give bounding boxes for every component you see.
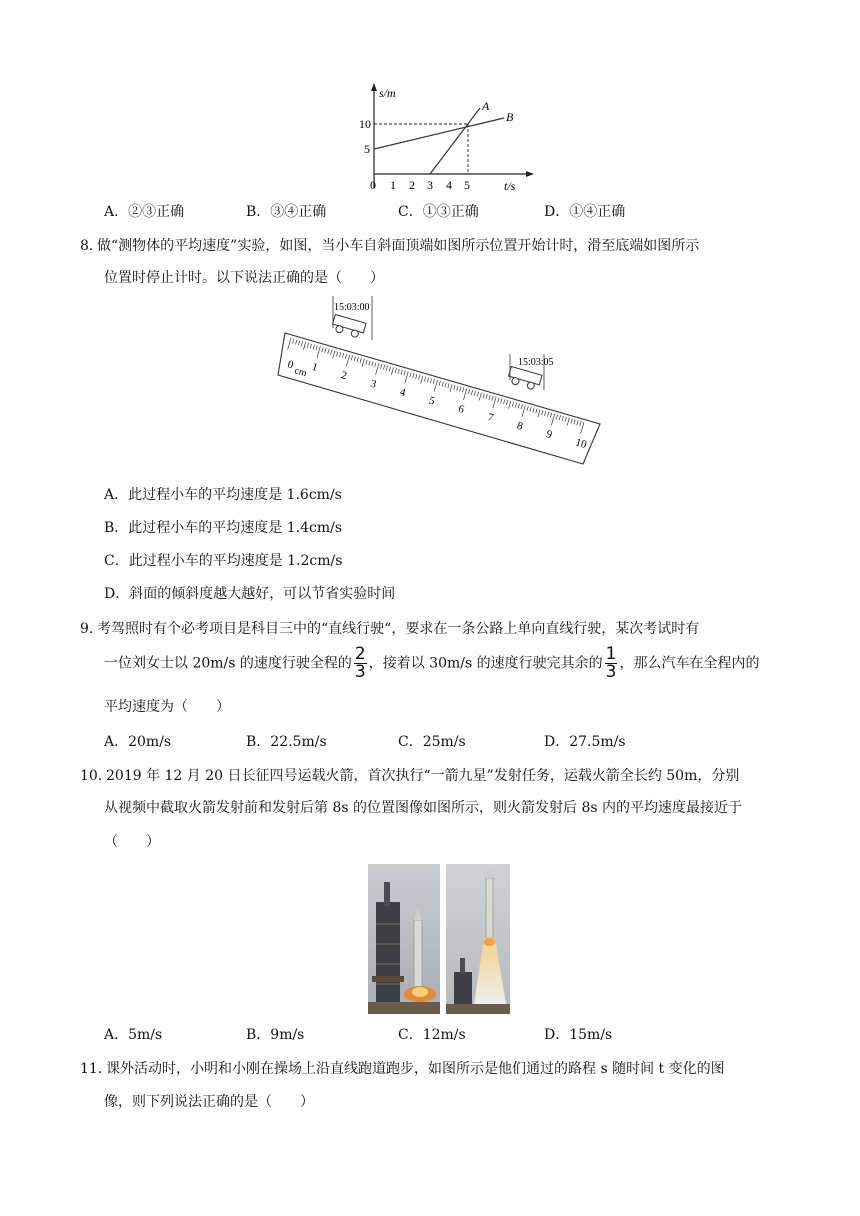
fraction-numerator: 1 bbox=[605, 644, 617, 664]
ruler-unit-label: cm bbox=[293, 365, 308, 380]
st-graph bbox=[350, 80, 540, 195]
q9-stem-line3: 平均速度为（ ） bbox=[104, 699, 230, 715]
q9-line2-part-b: ，接着以 30m/s 的速度行驶完其余的 bbox=[368, 655, 603, 672]
q9-stem-line2 bbox=[104, 646, 759, 681]
q9-option-b: B．22.5m/s bbox=[246, 734, 327, 750]
q8-option-c: C．此过程小车的平均速度是 1.2cm/s bbox=[104, 553, 343, 569]
fraction-numerator: 2 bbox=[354, 644, 366, 664]
q8-number: 8． bbox=[80, 238, 103, 254]
y-axis-arrow bbox=[371, 83, 377, 91]
q8-stem-line1: 做“测物体的平均速度”实验，如图，当小车自斜面顶端如图所示位置开始计时，滑至底端如图所示 bbox=[97, 238, 700, 254]
q10-stem-line2: 从视频中截取火箭发射前和发射后第 8s 的位置图像如图所示，则火箭发射后 8s 内的平均速度最接近于 bbox=[104, 800, 742, 816]
x-axis-arrow bbox=[526, 171, 534, 177]
ruler-figure bbox=[270, 296, 610, 468]
start-time: 15:03:00 bbox=[334, 302, 370, 313]
q11-stem-line2: 像，则下列说法正确的是（ ） bbox=[104, 1094, 314, 1110]
q11-stem-line1: 课外活动时，小明和小刚在操场上沿直线跑道跑步，如图所示是他们通过的路程 s 随时间 t 变化的图 bbox=[106, 1061, 725, 1077]
end-time: 15:03:05 bbox=[518, 357, 554, 368]
ruler-number: 2 bbox=[339, 369, 349, 383]
line-b-label: B bbox=[506, 110, 514, 124]
fraction-two-thirds bbox=[354, 646, 367, 681]
q9-line2-part-c: ，那么汽车在全程内的 bbox=[619, 655, 760, 672]
ruler-body bbox=[278, 333, 600, 464]
q10-option-d: D．15m/s bbox=[544, 1027, 613, 1043]
q9-option-c: C．25m/s bbox=[398, 734, 466, 750]
line-a bbox=[430, 108, 480, 174]
q10-stem-line1: 2019 年 12 月 20 日长征四号运载火箭，首次执行“一箭九星”发射任务，运载火箭全长约 50m，分别 bbox=[106, 768, 740, 784]
ruler-number: 10 bbox=[574, 436, 588, 452]
ruler-number: 4 bbox=[398, 386, 407, 400]
cart-end bbox=[507, 366, 542, 391]
rocket-photo-after-8s bbox=[446, 864, 510, 1014]
cart-start bbox=[331, 314, 366, 339]
q10-option-c: C．12m/s bbox=[398, 1027, 466, 1043]
x-tick-5: 5 bbox=[464, 178, 470, 192]
q7-option-d: D．①④正确 bbox=[544, 204, 626, 220]
q7-option-c: C．①③正确 bbox=[398, 204, 479, 220]
y-tick-5: 5 bbox=[364, 142, 370, 156]
q7-option-a: A．②③正确 bbox=[104, 204, 185, 220]
x-axis-label: t/s bbox=[504, 179, 516, 193]
rocket-photo-before-launch bbox=[368, 864, 440, 1014]
y-axis-label: s/m bbox=[379, 86, 396, 100]
x-tick-2: 2 bbox=[409, 178, 415, 192]
x-tick-4: 4 bbox=[446, 178, 452, 192]
x-tick-0: 0 bbox=[370, 178, 376, 192]
q10-stem-line3: （ ） bbox=[104, 834, 160, 850]
q9-option-d: D．27.5m/s bbox=[544, 734, 626, 750]
q10-option-b: B．9m/s bbox=[246, 1027, 305, 1043]
q11-number: 11． bbox=[80, 1061, 112, 1077]
fraction-denominator: 3 bbox=[605, 662, 617, 682]
q9-stem-line1: 考驾照时有个必考项目是科目三中的“直线行驶“，要求在一条公路上单向直线行驶，某次考试时有 bbox=[97, 621, 700, 637]
q10-option-a: A．5m/s bbox=[104, 1027, 163, 1043]
ruler-number: 6 bbox=[456, 402, 466, 416]
q9-number: 9． bbox=[80, 621, 103, 637]
y-tick-10: 10 bbox=[359, 117, 371, 131]
ruler-zero-label: 0 bbox=[286, 358, 295, 372]
q7-option-b: B．③④正确 bbox=[246, 204, 327, 220]
q8-stem-line2: 位置时停止计时。以下说法正确的是（ ） bbox=[104, 270, 384, 286]
x-tick-1: 1 bbox=[390, 178, 396, 192]
q10-number: 10． bbox=[80, 768, 112, 784]
q8-option-a: A．此过程小车的平均速度是 1.6cm/s bbox=[104, 487, 342, 503]
ruler-number: 3 bbox=[369, 377, 378, 391]
q8-option-b: B．此过程小车的平均速度是 1.4cm/s bbox=[104, 520, 343, 536]
q9-line2-part-a: 一位刘女士以 20m/s 的速度行驶全程的 bbox=[104, 655, 352, 672]
ruler-number: 5 bbox=[427, 394, 437, 408]
fraction-denominator: 3 bbox=[354, 662, 366, 682]
line-a-label: A bbox=[482, 99, 490, 113]
q8-option-d: D．斜面的倾斜度越大越好，可以节省实验时间 bbox=[104, 586, 396, 602]
ruler-number: 8 bbox=[515, 419, 525, 433]
ruler-number: 1 bbox=[310, 360, 320, 374]
x-tick-3: 3 bbox=[427, 178, 433, 192]
ruler-number: 9 bbox=[544, 428, 554, 442]
line-b bbox=[374, 118, 504, 149]
ruler-number: 7 bbox=[486, 411, 495, 425]
q9-option-a: A．20m/s bbox=[104, 734, 172, 750]
fraction-one-third bbox=[605, 646, 618, 681]
